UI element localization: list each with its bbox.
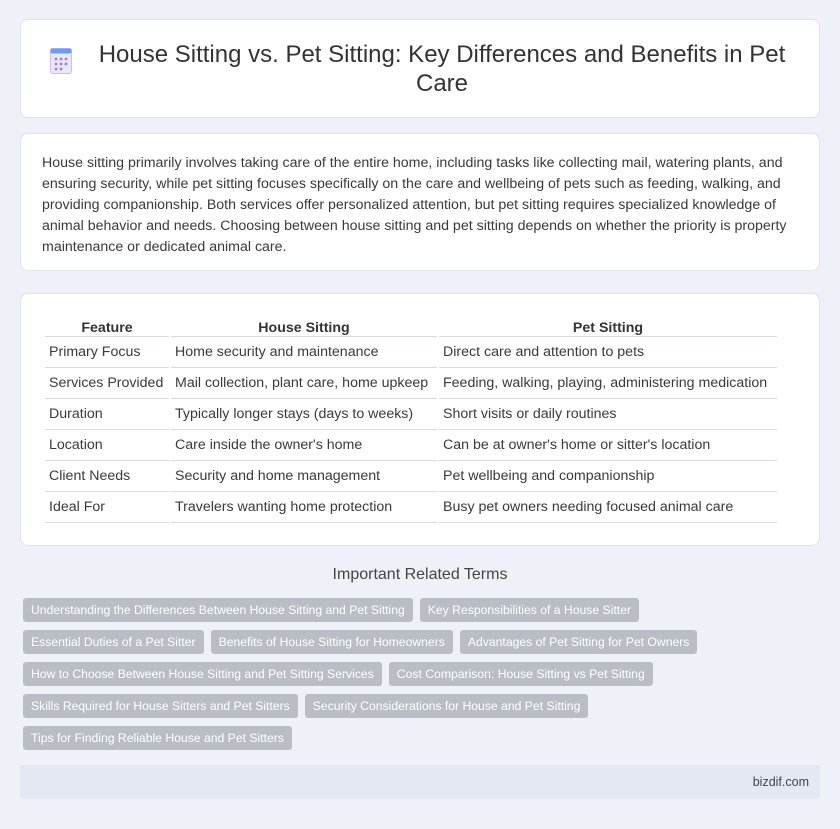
column-header-house-sitting: House Sitting	[171, 316, 437, 337]
related-term-tag[interactable]: Understanding the Differences Between House Sitting and Pet Sitting	[23, 598, 413, 622]
table-cell: Primary Focus	[45, 337, 169, 368]
table-cell: Services Provided	[45, 368, 169, 399]
related-term-tag[interactable]: Security Considerations for House and Pet Sitting	[305, 694, 589, 718]
related-term-tag[interactable]: Essential Duties of a Pet Sitter	[23, 630, 204, 654]
footer	[20, 765, 820, 799]
table-cell: Ideal For	[45, 492, 169, 523]
table-cell: Typically longer stays (days to weeks)	[171, 399, 437, 430]
related-term-tag[interactable]: Cost Comparison: House Sitting vs Pet Sitting	[389, 662, 653, 686]
header-card	[20, 19, 820, 118]
table-row	[45, 492, 777, 523]
column-header-pet-sitting: Pet Sitting	[439, 316, 777, 337]
page-title: House Sitting vs. Pet Sitting: Key Differences and Benefits in Pet Care	[98, 40, 786, 97]
table-cell: Location	[45, 430, 169, 461]
table-row	[45, 461, 777, 492]
related-term-tag[interactable]: Skills Required for House Sitters and Pet Sitters	[23, 694, 298, 718]
header	[50, 40, 790, 98]
related-terms-title: Important Related Terms	[332, 566, 508, 583]
intro-card	[20, 133, 820, 271]
related-term-tag[interactable]: Tips for Finding Reliable House and Pet Sitters	[23, 726, 292, 750]
intro-paragraph: House sitting primarily involves taking care of the entire home, including tasks like collecting mail, watering plants, and ensuring security, while pet sitting focuses specifically on the care and wellbeing of pets such as feeding, walking, and providing companionship. Both services offer personalized attention, but pet sitting requires specialized knowledge of animal behavior and needs. Choosing between house sitting and pet sitting depends on whether the priority is property maintenance or dedicated animal care.	[42, 155, 787, 255]
table-cell: Mail collection, plant care, home upkeep	[171, 368, 437, 399]
table-header-row	[45, 316, 777, 337]
table-cell: Feeding, walking, playing, administering medication	[439, 368, 777, 399]
table-cell: Home security and maintenance	[171, 337, 437, 368]
table-cell: Security and home management	[171, 461, 437, 492]
comparison-table	[43, 316, 779, 523]
table-row	[45, 368, 777, 399]
table-cell: Client Needs	[45, 461, 169, 492]
table-cell: Pet wellbeing and companionship	[439, 461, 777, 492]
table-cell: Can be at owner's home or sitter's location	[439, 430, 777, 461]
footer-site-link[interactable]: bizdif.com	[752, 775, 809, 789]
table-row	[45, 337, 777, 368]
table-cell: Duration	[45, 399, 169, 430]
table-row	[45, 430, 777, 461]
table-cell: Busy pet owners needing focused animal care	[439, 492, 777, 523]
related-term-tag[interactable]: How to Choose Between House Sitting and Pet Sitting Services	[23, 662, 382, 686]
column-header-feature: Feature	[45, 316, 169, 337]
table-cell: Direct care and attention to pets	[439, 337, 777, 368]
related-term-tag[interactable]: Advantages of Pet Sitting for Pet Owners	[460, 630, 698, 654]
table-cell: Short visits or daily routines	[439, 399, 777, 430]
related-term-tag[interactable]: Key Responsibilities of a House Sitter	[420, 598, 639, 622]
document-icon	[50, 48, 72, 74]
comparison-table-card	[20, 293, 820, 546]
table-cell: Care inside the owner's home	[171, 430, 437, 461]
table-cell: Travelers wanting home protection	[171, 492, 437, 523]
related-terms-list	[23, 598, 823, 750]
related-term-tag[interactable]: Benefits of House Sitting for Homeowners	[211, 630, 453, 654]
table-row	[45, 399, 777, 430]
